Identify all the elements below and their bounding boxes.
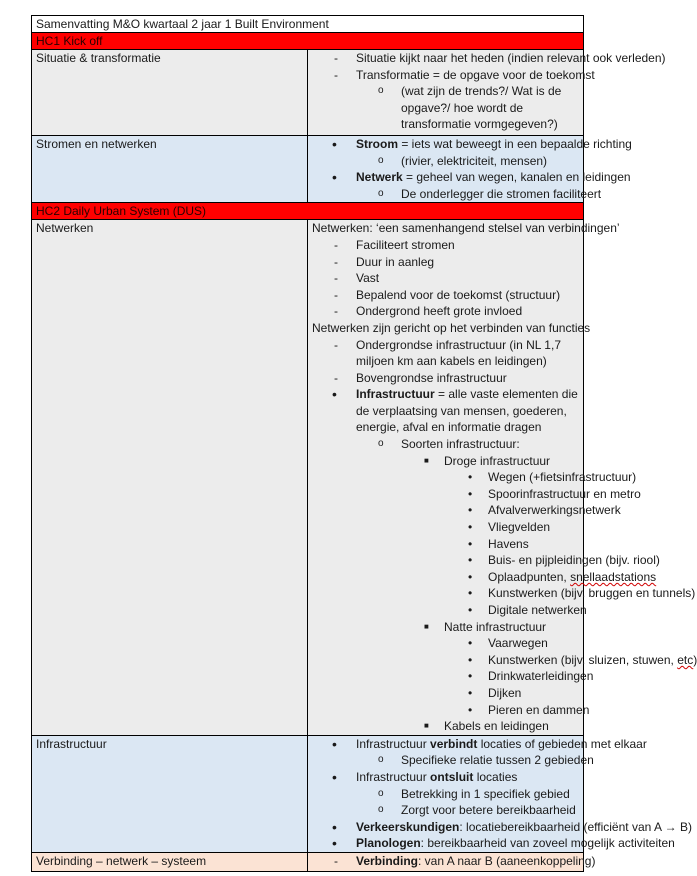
list-item: • Vliegvelden	[468, 520, 551, 535]
dot-bullet: •	[468, 536, 473, 551]
list-item: - Ondergrond heeft grote invloed	[334, 304, 523, 319]
row-label-situatie[interactable]: Situatie & transformatie	[32, 50, 308, 136]
dot-bullet: •	[468, 652, 473, 667]
dot-bullet: •	[468, 553, 473, 568]
dash-bullet: -	[334, 51, 338, 65]
dot-bullet: •	[468, 636, 473, 651]
dot-bullet: •	[332, 169, 337, 186]
list-item: • Oplaadpunten, snellaadstations	[468, 569, 657, 584]
list-item: • Netwerk = geheel van wegen, kanalen en leidingen	[332, 169, 631, 186]
row-situatie	[32, 50, 584, 136]
section-header-hc1	[32, 33, 584, 50]
list-item: o Soorten infrastructuur:	[378, 437, 520, 452]
list-item: ■ Droge infrastructuur	[424, 453, 551, 468]
list-item: - Verbinding: van A naar B (aaneenkoppeling)	[334, 853, 596, 868]
row-content-infrastructuur[interactable]	[308, 735, 692, 852]
hc2-label[interactable]: HC2 Daily Urban System (DUS)	[32, 203, 584, 220]
row-label-verbinding[interactable]: Verbinding – netwerk – systeem	[32, 852, 308, 871]
list-item: • Vaarwegen	[468, 636, 548, 651]
row-content-verbinding[interactable]	[308, 852, 596, 871]
row-content-situatie[interactable]	[308, 50, 666, 136]
list-item: - Duur in aanleg	[334, 254, 435, 269]
dot-bullet: •	[468, 586, 473, 601]
hc1-label[interactable]: HC1 Kick off	[32, 33, 584, 50]
list-item: o (rivier, elektriciteit, mensen)	[378, 153, 548, 168]
list-item: o Specifieke relatie tussen 2 gebieden	[378, 753, 594, 768]
list-item: - Bepalend voor de toekomst (structuur)	[334, 287, 561, 302]
circle-bullet: o	[378, 85, 384, 97]
row-verbinding	[32, 852, 584, 871]
list-item: ■ Natte infrastructuur	[424, 619, 547, 634]
list-item: - Transformatie = de opgave voor de toekomst	[334, 67, 595, 82]
dot-bullet: •	[468, 520, 473, 535]
list-item: ■ Kabels en leidingen	[424, 719, 549, 734]
paragraph: Netwerken zijn gericht op het verbinden van functies	[312, 320, 591, 335]
list-item: • Wegen (+fietsinfrastructuur)	[468, 470, 637, 485]
section-header-hc2	[32, 203, 584, 220]
row-label-stromen[interactable]: Stromen en netwerken	[32, 135, 308, 202]
list-item: • Infrastructuur = alle vaste elementen die de verplaatsing van mensen, goederen, energie, afval en informatie dragen	[332, 386, 578, 435]
list-item: • Kunstwerken (bijv. sluizen, stuwen, etc)	[468, 652, 697, 667]
dot-bullet: •	[468, 669, 473, 684]
list-item: • Infrastructuur verbindt locaties of gebieden met elkaar	[332, 735, 647, 752]
list-item: • Afvalverwerkingsnetwerk	[468, 503, 621, 518]
row-label-netwerken[interactable]: Netwerken	[32, 220, 308, 735]
list-item: - Situatie kijkt naar het heden (indien relevant ook verleden)	[334, 51, 666, 65]
row-stromen	[32, 135, 584, 202]
list-item: - Faciliteert stromen	[334, 237, 455, 252]
circle-bullet: o	[378, 154, 384, 166]
list-item: • Pieren en dammen	[468, 702, 590, 717]
title-row	[32, 16, 584, 33]
square-bullet: ■	[424, 721, 429, 731]
square-bullet: ■	[424, 621, 429, 631]
list-item: • Planologen: bereikbaarheid van zoveel mogelijk activiteiten	[332, 835, 675, 852]
dot-bullet: •	[468, 470, 473, 485]
summary-table	[31, 15, 697, 872]
circle-bullet: o	[378, 187, 384, 199]
dot-bullet: •	[332, 135, 337, 152]
dot-bullet: •	[468, 603, 473, 617]
dot-bullet: •	[468, 685, 473, 700]
row-label-infrastructuur[interactable]: Infrastructuur	[32, 735, 308, 852]
list-item: • Verkeerskundigen: locatiebereikbaarheid (efficiënt van A → B)	[332, 818, 692, 835]
square-bullet: ■	[424, 455, 429, 465]
row-netwerken	[32, 220, 584, 735]
paragraph: Netwerken: ‘een samenhangend stelsel van verbindingen’	[312, 221, 620, 236]
list-item: • Buis- en pijpleidingen (bijv. riool)	[468, 553, 660, 568]
list-item: • Kunstwerken (bijv. bruggen en tunnels)	[468, 586, 696, 601]
dot-bullet: •	[332, 386, 337, 403]
row-content-netwerken[interactable]	[308, 220, 697, 735]
dash-bullet: -	[334, 67, 338, 82]
list-item: • Drinkwaterleidingen	[468, 669, 594, 684]
dot-bullet: •	[468, 486, 473, 501]
circle-bullet: o	[378, 438, 384, 450]
list-item: • Dijken	[468, 685, 522, 700]
row-content-stromen[interactable]	[308, 135, 632, 202]
list-item: - Bovengrondse infrastructuur	[334, 370, 507, 385]
row-infrastructuur	[32, 735, 584, 852]
list-item: • Spoorinfrastructuur en metro	[468, 486, 641, 501]
dot-bullet: •	[468, 503, 473, 518]
list-item: • Digitale netwerken	[468, 603, 587, 617]
dot-bullet: •	[468, 702, 473, 717]
document-title[interactable]: Samenvatting M&O kwartaal 2 jaar 1 Built Environment	[32, 16, 584, 33]
list-item: • Stroom = iets wat beweegt in een bepaalde richting	[332, 135, 632, 152]
list-item: • Havens	[468, 536, 529, 551]
list-item: o Betrekking in 1 specifiek gebied	[378, 786, 570, 801]
list-item: • Infrastructuur ontsluit locaties	[332, 768, 518, 785]
list-item: - Vast	[334, 271, 380, 286]
list-item: o De onderlegger die stromen faciliteert	[378, 186, 602, 201]
list-item: - Ondergrondse infrastructuur (in NL 1,7 miljoen km aan kabels en leidingen)	[334, 337, 561, 369]
list-item: o (wat zijn de trends?/ Wat is de opgave?/ hoe wordt de transformatie vormgegeven?)	[378, 84, 562, 132]
list-item: o Zorgt voor betere bereikbaarheid	[378, 803, 576, 818]
dot-bullet: •	[468, 569, 473, 584]
